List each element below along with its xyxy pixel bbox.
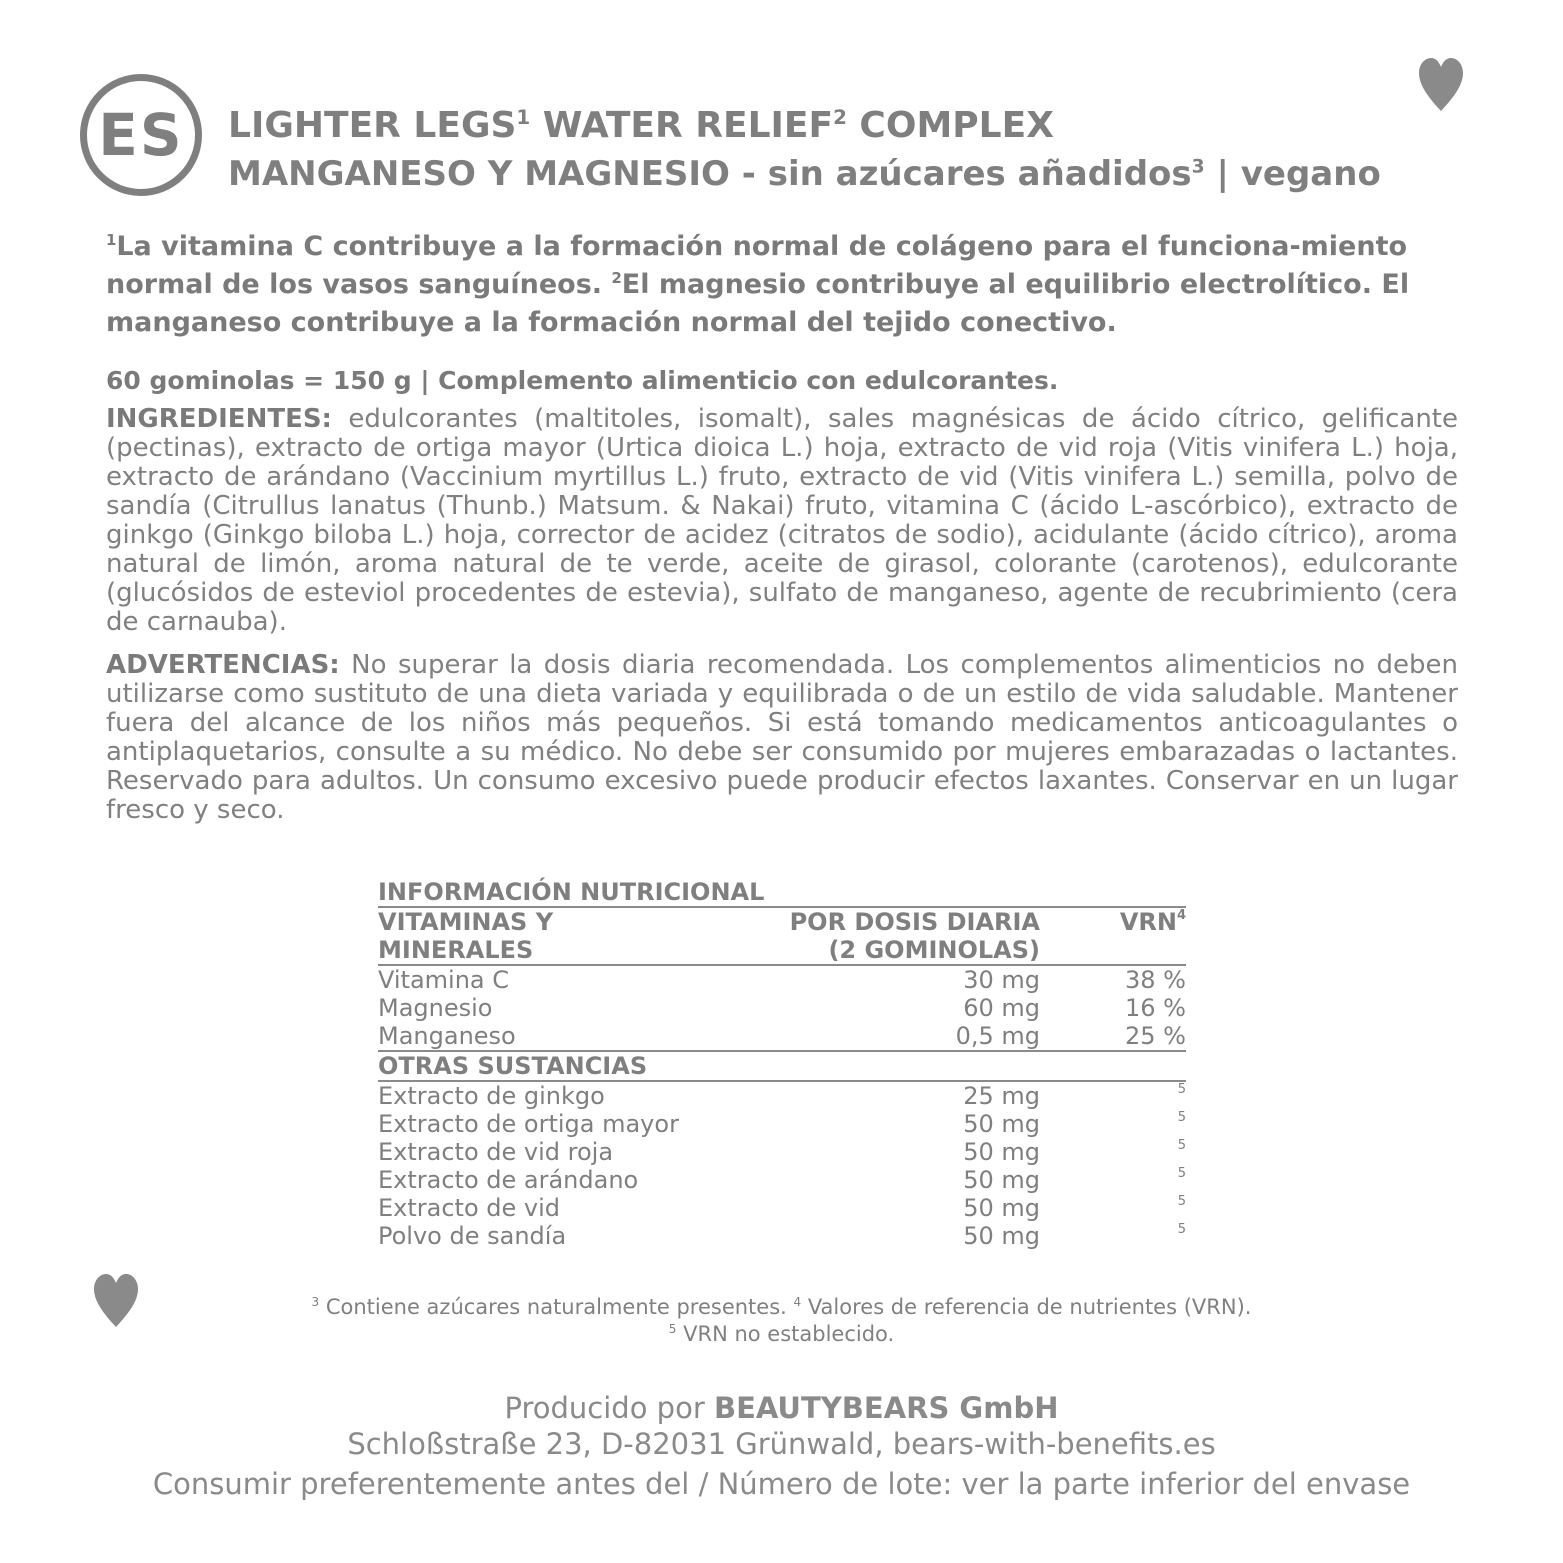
nutrient-amount: 0,5 mg <box>778 1022 1040 1051</box>
footnote-ref: 3 <box>311 1295 320 1309</box>
footnote-ref: 5 <box>1177 1194 1186 1209</box>
title-text: COMPLEX <box>846 105 1054 146</box>
nutrition-header-row <box>378 907 1186 965</box>
health-claims <box>106 228 1458 342</box>
footnote-ref: 2 <box>833 106 847 129</box>
producer-info <box>0 1390 1563 1462</box>
nutrition-table <box>378 878 1186 1250</box>
footnote-ref: 5 <box>1177 1166 1186 1181</box>
nutrient-amount: 30 mg <box>963 966 1040 994</box>
table-row <box>378 1138 1186 1166</box>
nutrient-vrn: 16 % <box>1125 994 1186 1022</box>
subtitle-text: | vegano <box>1204 154 1381 194</box>
other-substances-header-row <box>378 1051 1186 1081</box>
col-header-vitamins: VITAMINAS Y MINERALES <box>378 908 554 964</box>
pack-info: 60 gominolas = 150 g | Complemento alimenticio con edulcorantes. <box>106 366 1059 395</box>
footnote-ref: 5 <box>1177 1138 1186 1153</box>
substance-amount: 50 mg <box>963 1194 1040 1222</box>
footnote-ref: 5 <box>668 1322 677 1336</box>
table-row <box>378 1194 1186 1222</box>
nutrient-name: Manganeso <box>378 1022 778 1051</box>
footnote-ref: 1 <box>106 231 117 249</box>
title-text: LIGHTER LEGS <box>228 105 517 146</box>
ingredients-text: edulcorantes (maltitoles, isomalt), sales magnésicas de ácido cítrico, gelificante (pectinas), extracto de ortiga mayor (Urtica dioica L.) hoja, extracto de vid roja (Vitis vinifera L.) hoja, extracto de arándano (Vaccinium myrtillus L.) fruto, extracto de vid (Vitis vinifera L.) semilla, polvo de sandía (Citrullus lanatus (Thunb.) Matsum. & Nakai) fruto, vitamina C (ácido L-ascórbico), extracto de ginkgo (Ginkgo biloba L.) hoja, corrector de acidez (citratos de sodio), acidulante (ácido cítrico), aroma natural de limón, aroma natural de te verde, aceite de girasol, colorante (carotenos), edulcorante (glucósidos de esteviol procedentes de estevia), sulfato de manganeso, agente de recubrimiento (cera de carnauba). <box>106 404 1458 637</box>
nutrient-name: Vitamina C <box>378 966 510 994</box>
substance-amount: 50 mg <box>963 1138 1040 1166</box>
nutrient-amount: 60 mg <box>963 994 1040 1022</box>
title-line-2 <box>228 150 1488 198</box>
substance-amount: 25 mg <box>963 1082 1040 1110</box>
warnings-label: ADVERTENCIAS: <box>106 650 340 680</box>
title-line-1 <box>228 102 1488 150</box>
nutrition-title: INFORMACIÓN NUTRICIONAL <box>378 878 765 906</box>
subtitle-text: MANGANESO Y MAGNESIO - sin azúcares añadidos <box>228 154 1192 194</box>
warnings-text: No superar la dosis diaria recomendada. Los complementos alimenticios no deben utilizarse como sustituto de una dieta variada y equilibrada o de un estilo de vida saludable. Mantener fuera del alcance de los niños más pequeños. Si está tomando medicamentos anticoagulantes o antiplaquetarios, consulte a su médico. No debe ser consumido por mujeres embarazadas o lactantes. Reservado para adultos. Un consumo excesivo puede producir efectos laxantes. Conservar en un lugar fresco y seco. <box>106 650 1458 825</box>
table-row <box>378 1022 1186 1051</box>
table-row <box>378 1081 1186 1110</box>
nutrient-vrn: 25 % <box>1040 1022 1186 1051</box>
table-row <box>378 1222 1186 1250</box>
substance-name: Extracto de arándano <box>378 1166 639 1194</box>
footnote-text: VRN no establecido. <box>676 1322 895 1346</box>
footnote-ref: 5 <box>1177 1110 1186 1125</box>
substance-amount: 50 mg <box>963 1166 1040 1194</box>
claim-text: La vitamina C contribuye a la formación normal de colágeno para el funciona-miento normal de los vasos sanguíneos. <box>106 231 1408 300</box>
footnote-ref: 1 <box>516 106 531 129</box>
col-header-vrn: VRN$^4$ <box>1119 908 1186 936</box>
other-substances-header: OTRAS SUSTANCIAS <box>378 1051 1186 1081</box>
table-row <box>378 1110 1186 1138</box>
table-row <box>378 965 1186 994</box>
substance-name: Extracto de ginkgo <box>378 1082 605 1110</box>
table-row <box>378 994 1186 1022</box>
best-before-note: Consumir preferentemente antes del / Número de lote: ver la parte inferior del envase <box>152 1467 1411 1501</box>
footnote-ref: 5 <box>1177 1222 1186 1237</box>
heart-icon <box>93 1273 139 1329</box>
footnote-text: Contiene azúcares naturalmente presentes. <box>319 1295 794 1319</box>
substance-name: Polvo de sandía <box>378 1222 567 1250</box>
ingredients-section <box>106 405 1458 637</box>
substance-name: Extracto de vid <box>378 1194 561 1222</box>
substance-name: Extracto de ortiga mayor <box>378 1110 679 1138</box>
nutrition-title-row <box>378 878 1186 907</box>
claim-text: El magnesio contribuye al equilibrio electrolítico. El manganeso contribuye a la formación normal del tejido conectivo. <box>106 269 1410 338</box>
footnote-ref: 4 <box>793 1295 802 1309</box>
substance-amount: 50 mg <box>963 1222 1040 1250</box>
product-title <box>228 102 1488 198</box>
table-row <box>378 1166 1186 1194</box>
substance-amount: 50 mg <box>963 1110 1040 1138</box>
footnotes <box>200 1294 1363 1348</box>
nutrient-vrn: 38 % <box>1125 966 1186 994</box>
ingredients-label: INGREDIENTES: <box>106 404 332 434</box>
col-header-daily-dose: POR DOSIS DIARIA (2 GOMINOLAS) <box>789 908 1040 964</box>
footnote-ref: 2 <box>611 269 622 287</box>
language-badge: ES <box>80 74 202 196</box>
substance-name: Extracto de vid roja <box>378 1138 614 1166</box>
nutrient-name: Magnesio <box>378 994 493 1022</box>
producer-prefix: Producido por <box>504 1391 714 1425</box>
producer-address: Schloßstraße 23, D-82031 Grünwald, bears-with-benefits.es <box>347 1427 1216 1461</box>
footnote-text: Valores de referencia de nutrientes (VRN). <box>801 1295 1252 1319</box>
producer-company: BEAUTYBEARS GmbH <box>713 1391 1059 1425</box>
footnote-ref: 3 <box>1191 156 1205 178</box>
warnings-section <box>106 651 1458 825</box>
title-text: WATER RELIEF <box>530 105 834 146</box>
footnote-ref: 5 <box>1177 1082 1186 1097</box>
